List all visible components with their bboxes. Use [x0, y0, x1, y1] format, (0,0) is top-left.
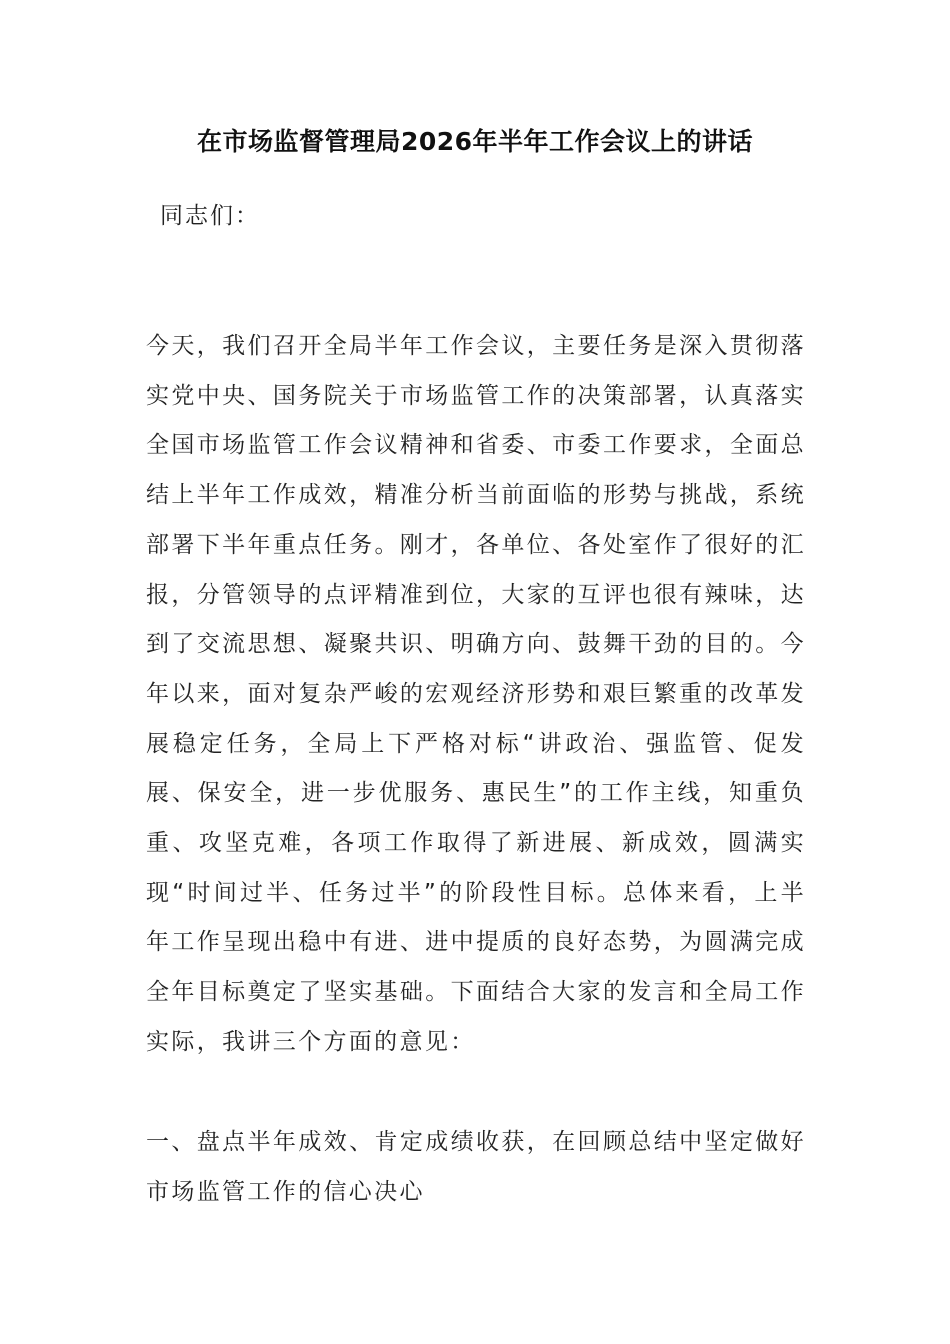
- document-title: 在市场监督管理局2026年半年工作会议上的讲话: [196, 127, 754, 156]
- section-heading-one: 一、盘点半年成效、肯定成绩收获，在回顾总结中坚定做好市场监管工作的信心决心: [146, 1129, 806, 1205]
- intro-paragraph: 今天，我们召开全局半年工作会议，主要任务是深入贯彻落实党中央、国务院关于市场监管工作的决策部署，认真落实全国市场监管工作会议精神和省委、市委工作要求，全面总结上半年工作成效，精准分析当前面临的形势与挑战，系统部署下半年重点任务。刚才，各单位、各处室作了很好的汇报，分管领导的点评精准到位，大家的互评也很有辣味，达到了交流思想、凝聚共识、明确方向、鼓舞干劲的目的。今年以来，面对复杂严峻的宏观经济形势和艰巨繁重的改革发展稳定任务，全局上下严格对标“讲政治、强监管、促发展、保安全，进一步优服务、惠民生”的工作主线，知重负重、攻坚克难，各项工作取得了新进展、新成效，圆满实现“时间过半、任务过半”的阶段性目标。总体来看，上半年工作呈现出稳中有进、进中提质的良好态势，为圆满完成全年目标奠定了坚实基础。下面结合大家的发言和全局工作实际，我讲三个方面的意见：: [146, 333, 806, 1055]
- salutation: 同志们：: [160, 203, 260, 229]
